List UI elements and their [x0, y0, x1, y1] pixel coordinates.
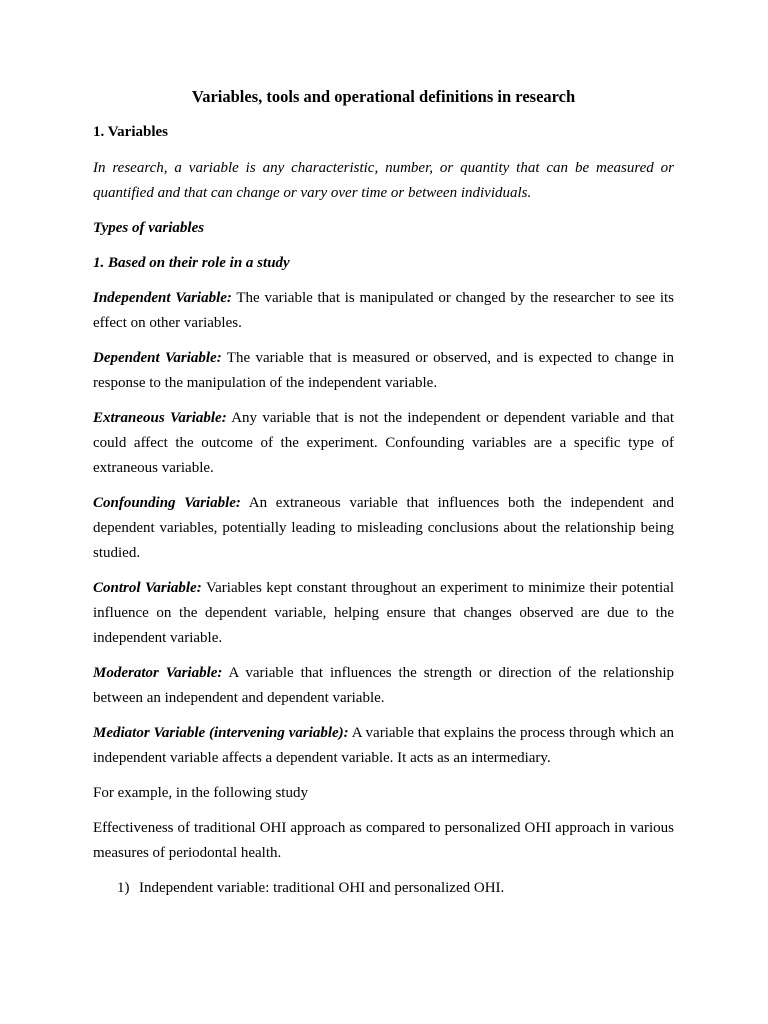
- definition-independent: [93, 286, 674, 336]
- definition-text: The variable that is measured or observed, and is expected to change in response to the manipulation of the independent variable.: [93, 350, 674, 391]
- definition-term: Dependent Variable:: [93, 350, 222, 366]
- definition-text: Any variable that is not the independent or dependent variable and that could affect the outcome of the experiment. Confounding variables are a specific type of extraneous variable.: [93, 410, 674, 476]
- definition-term: Control Variable:: [93, 580, 202, 596]
- definition-term: Moderator Variable:: [93, 665, 223, 681]
- definition-term: Mediator Variable (intervening variable):: [93, 725, 349, 741]
- definition-text: An extraneous variable that influences both the independent and dependent variables, potentially leading to misleading conclusions about the relationship being studied.: [93, 495, 674, 561]
- types-heading: Types of variables: [93, 220, 205, 236]
- definition-term: Confounding Variable:: [93, 495, 241, 511]
- definition-control: [93, 576, 674, 651]
- definition-text: A variable that influences the strength or direction of the relationship between an independent and dependent variable.: [93, 665, 674, 706]
- list-text: Independent variable: traditional OHI and personalized OHI.: [139, 880, 505, 896]
- list-item: [117, 876, 674, 901]
- definition-moderator: [93, 661, 674, 711]
- list-number: 1): [117, 880, 130, 896]
- definition-text: Variables kept constant throughout an experiment to minimize their potential influence on the dependent variable, helping ensure that changes observed are due to the independent variable.: [93, 580, 675, 646]
- definition-dependent: [93, 346, 674, 396]
- section-heading: 1. Variables: [93, 124, 169, 140]
- definition-text: A variable that explains the process through which an independent variable affects a dependent variable. It acts as an intermediary.: [93, 725, 675, 766]
- example-intro: For example, in the following study: [93, 785, 308, 801]
- definition-confounding: [93, 491, 674, 566]
- document-title: Variables, tools and operational definitions in research: [191, 87, 576, 106]
- study-title: Effectiveness of traditional OHI approach as compared to personalized OHI approach in various measures of periodontal health.: [93, 820, 674, 861]
- intro-paragraph: In research, a variable is any characteristic, number, or quantity that can be measured or quantified and that can change or vary over time or between individuals.: [93, 160, 674, 201]
- definition-mediator: [93, 721, 674, 771]
- definition-term: Extraneous Variable:: [93, 410, 227, 426]
- definition-term: Independent Variable:: [93, 290, 232, 306]
- role-heading: 1. Based on their role in a study: [93, 255, 290, 271]
- definition-text: The variable that is manipulated or changed by the researcher to see its effect on other variables.: [93, 290, 674, 331]
- definition-extraneous: [93, 406, 674, 481]
- variable-list: [93, 876, 674, 901]
